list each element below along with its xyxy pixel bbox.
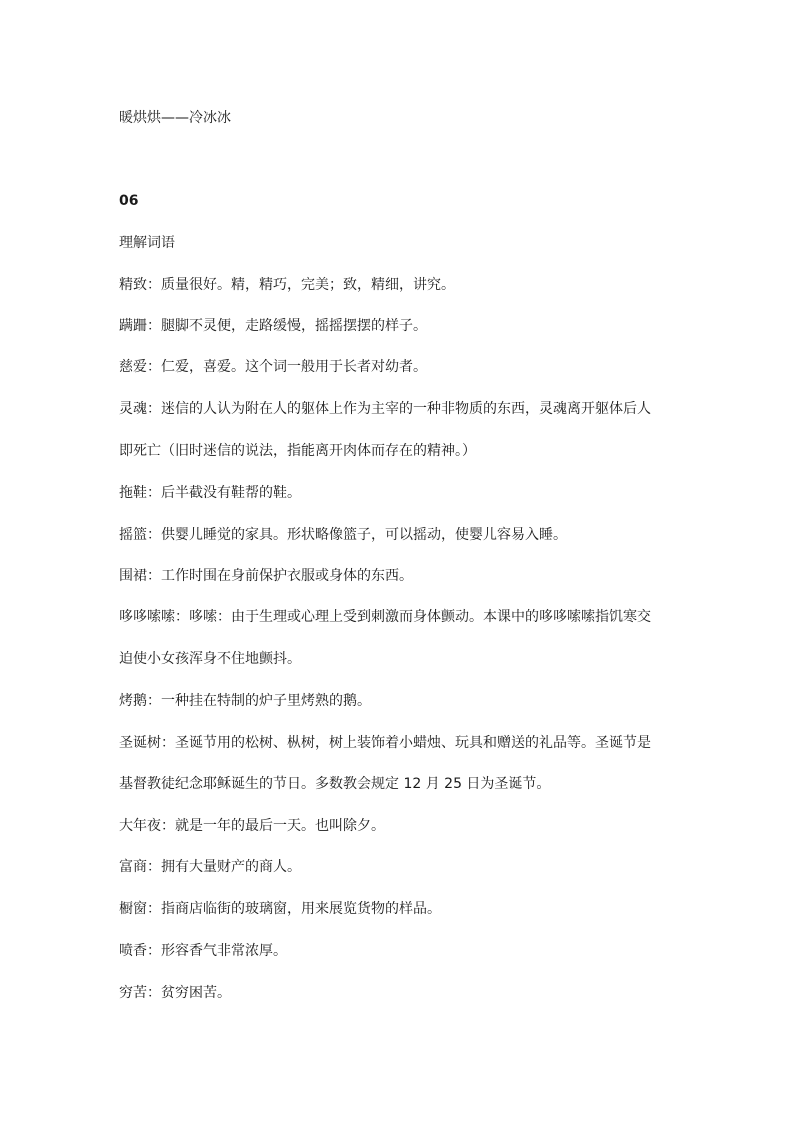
entry-line: 拖鞋：后半截没有鞋帮的鞋。 [119, 485, 301, 501]
entry-line: 围裙：工作时围在身前保护衣服或身体的东西。 [119, 568, 413, 584]
entry-line-continuation: 基督教徒纪念耶稣诞生的节日。多数教会规定 12 月 25 日为圣诞节。 [119, 776, 551, 792]
entry-line: 灵魂：迷信的人认为附在人的躯体上作为主宰的一种非物质的东西，灵魂离开躯体后人 [119, 401, 651, 417]
entry-line: 哆哆嗦嗦：哆嗦：由于生理或心理上受到刺激而身体颤动。本课中的哆哆嗦嗦指饥寒交 [119, 609, 651, 625]
section-title: 理解词语 [119, 235, 175, 251]
entry-line: 烤鹅：一种挂在特制的炉子里烤熟的鹅。 [119, 693, 371, 709]
entry-line-continuation: 即死亡（旧时迷信的说法，指能离开肉体而存在的精神。） [119, 443, 476, 459]
entry-line-continuation: 迫使小女孩浑身不住地颤抖。 [119, 651, 301, 667]
entry-line: 摇篮：供婴儿睡觉的家具。形状略像篮子，可以摇动，使婴儿容易入睡。 [119, 527, 567, 543]
section-number: 06 [119, 193, 139, 209]
entry-line: 富商：拥有大量财产的商人。 [119, 859, 301, 875]
entry-line: 喷香：形容香气非常浓厚。 [119, 943, 287, 959]
entry-line: 橱窗：指商店临街的玻璃窗，用来展览货物的样品。 [119, 901, 441, 917]
entry-line: 穷苦：贫穷困苦。 [119, 985, 231, 1001]
entry-line: 圣诞树：圣诞节用的松树、枞树，树上装饰着小蜡烛、玩具和赠送的礼品等。圣诞节是 [119, 735, 651, 751]
entry-line: 蹒跚：腿脚不灵便，走路缓慢，摇摇摆摆的样子。 [119, 318, 427, 334]
antonym-line: 暖烘烘——冷冰冰 [119, 110, 231, 126]
entry-line: 精致：质量很好。精，精巧，完美；致，精细，讲究。 [119, 277, 455, 293]
entry-line: 慈爱：仁爱，喜爱。这个词一般用于长者对幼者。 [119, 359, 427, 375]
entry-line: 大年夜：就是一年的最后一天。也叫除夕。 [119, 818, 385, 834]
